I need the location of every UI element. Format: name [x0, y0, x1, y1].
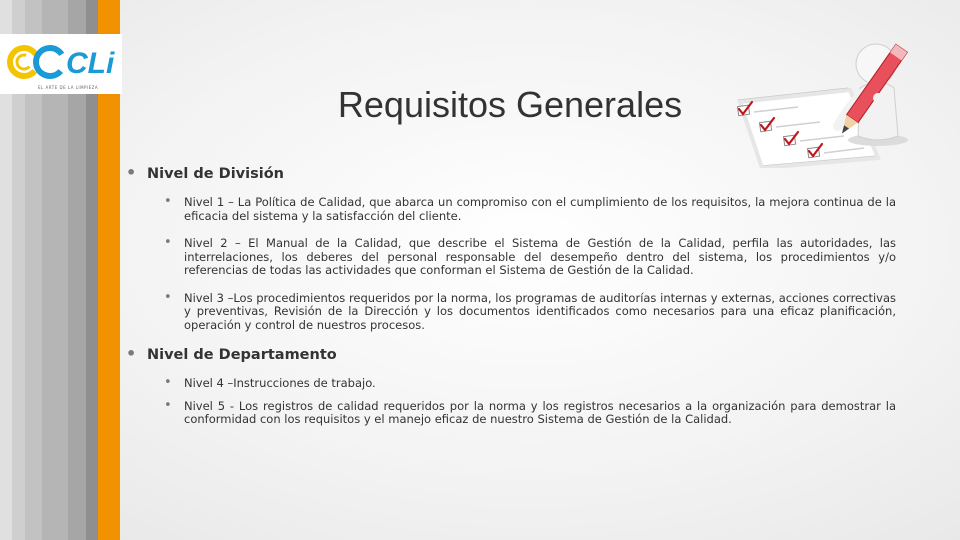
bullet-icon: •	[164, 289, 172, 305]
list-item-text: Nivel 5 - Los registros de calidad requeridos por la norma y los registros necesarios a la organización para demostrar la conformidad con los requisitos y el manejo eficaz de nuestro Sistema de Gestión de la Calidad.	[184, 398, 896, 426]
bullet-icon: •	[126, 163, 137, 182]
slide-title: Requisitos Generales	[337, 84, 683, 125]
person-with-pencil-checklist-icon	[728, 28, 928, 168]
bullet-icon: •	[164, 397, 172, 413]
list-item-text: Nivel 3 –Los procedimientos requeridos por la norma, los programas de auditorías internas y externas, acciones correctivas y preventivas, Revisión de la Dirección y los documentos identificados como necesarios para una eficaz planificación, operación y control de nuestros procesos.	[184, 290, 896, 332]
list-item	[126, 289, 896, 333]
section-heading	[126, 345, 896, 365]
section-heading-text: Nivel de División	[147, 166, 284, 182]
list-item-text: Nivel 4 –Instrucciones de trabajo.	[184, 376, 376, 390]
list-item	[126, 196, 896, 223]
bullet-icon: •	[164, 194, 172, 209]
logo-tagline: EL ARTE DE LA LIMPIEZA	[38, 85, 99, 90]
svg-text:CLi	[66, 47, 115, 80]
section-heading-text: Nivel de Departamento	[147, 347, 337, 363]
list-item	[126, 237, 896, 278]
company-logo	[0, 34, 122, 94]
list-item-text: Nivel 1 – La Política de Calidad, que abarca un compromiso con el cumplimiento de los requisitos, la mejora continua de la eficacia del sistema y la satisfacción del cliente.	[184, 195, 896, 223]
bullet-icon: •	[126, 344, 137, 363]
bullet-icon: •	[164, 375, 172, 390]
list-item	[126, 397, 896, 427]
section-heading	[126, 164, 896, 184]
logo-text: CLi	[66, 47, 115, 80]
bullet-icon: •	[164, 235, 172, 250]
list-item	[126, 377, 896, 391]
list-item-text: Nivel 2 – El Manual de la Calidad, que describe el Sistema de Gestión de la Calidad, perfila las autoridades, las interrelaciones, los deberes del personal responsable del desempeño dentro del sistema, los procedimientos y/o referencias de todas las actividades que conforman el Sistema de Gestión de la Calidad.	[184, 236, 896, 277]
cli-logo-icon	[4, 40, 118, 88]
slide-content	[126, 164, 896, 427]
